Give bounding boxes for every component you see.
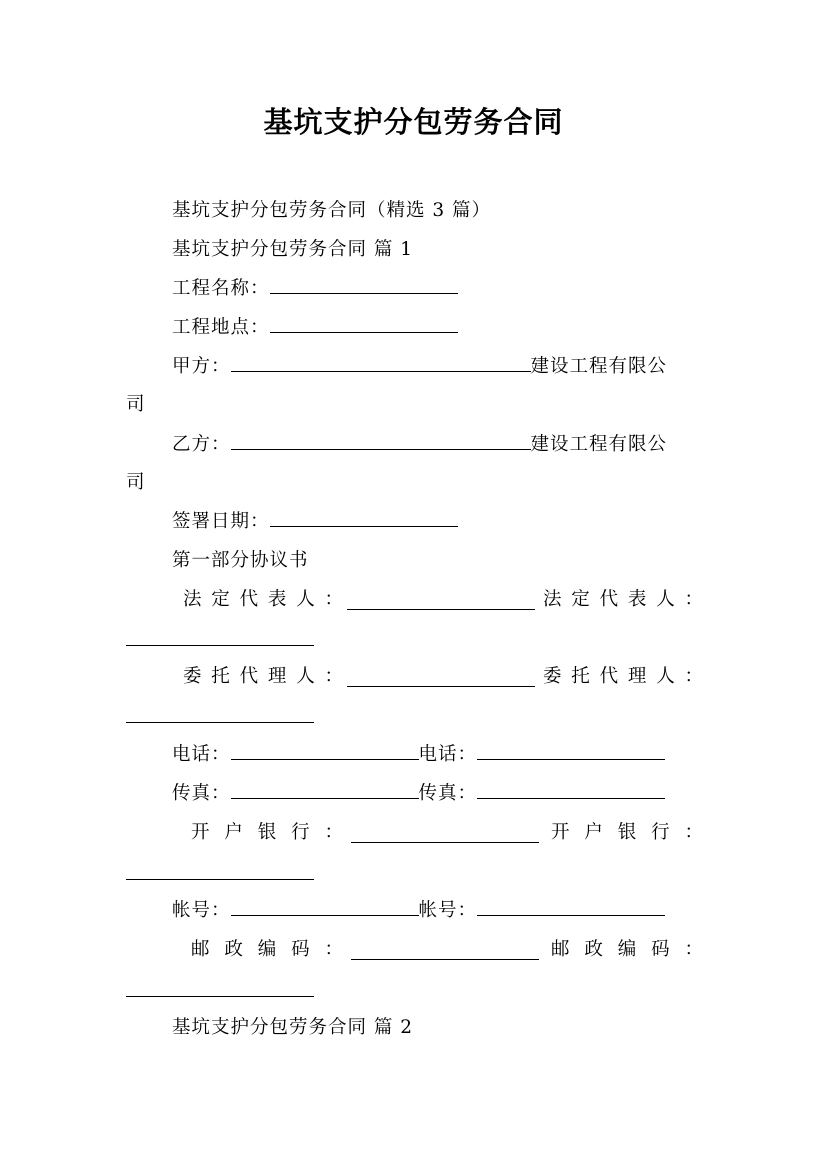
party-a-wrap: 司 bbox=[126, 394, 146, 415]
legal-rep-blank-a bbox=[347, 609, 535, 610]
document-title: 基坑支护分包劳务合同 bbox=[263, 105, 564, 139]
phone-label-b: 电话： bbox=[418, 744, 478, 765]
party-a-label: 甲方： bbox=[172, 356, 231, 377]
party-b-suffix: 建设工程有限公 bbox=[530, 434, 668, 455]
party-a-suffix: 建设工程有限公 bbox=[530, 356, 668, 377]
project-location-label: 工程地点： bbox=[172, 317, 270, 338]
phone-label-a: 电话： bbox=[172, 744, 231, 765]
agent-blank-b bbox=[126, 722, 314, 723]
fax-label-a: 传真： bbox=[172, 783, 231, 804]
fax-row bbox=[172, 780, 665, 808]
section-heading-2: 基坑支护分包劳务合同 篇 2 bbox=[172, 1017, 414, 1038]
postcode-label-b: 邮 政 编 码 ： bbox=[551, 939, 703, 960]
party-a-row bbox=[172, 353, 667, 381]
sign-date-blank bbox=[270, 508, 458, 527]
agent-label-b: 委 托 代 理 人 ： bbox=[543, 666, 703, 687]
sign-date-label: 签署日期： bbox=[172, 511, 270, 532]
project-name-blank bbox=[270, 275, 458, 294]
project-location-blank bbox=[270, 314, 458, 333]
account-label-b: 帐号： bbox=[418, 900, 478, 921]
sign-date-row bbox=[172, 508, 458, 536]
section-heading-1: 基坑支护分包劳务合同 篇 1 bbox=[172, 239, 414, 260]
fax-label-b: 传真： bbox=[418, 783, 478, 804]
postcode-label-a: 邮 政 编 码 ： bbox=[191, 939, 343, 960]
phone-row bbox=[172, 741, 665, 769]
legal-rep-label-a: 法 定 代 表 人 ： bbox=[183, 589, 343, 610]
legal-rep-label-b: 法 定 代 表 人 ： bbox=[543, 589, 703, 610]
bank-label-b: 开 户 银 行 ： bbox=[551, 822, 703, 843]
fax-blank-b bbox=[477, 780, 665, 799]
party-b-label: 乙方： bbox=[172, 434, 231, 455]
agent-label-a: 委 托 代 理 人 ： bbox=[183, 666, 343, 687]
bank-blank-a bbox=[351, 842, 539, 843]
party-b-wrap: 司 bbox=[126, 472, 146, 493]
party-b-row bbox=[172, 431, 667, 459]
bank-label-a: 开 户 银 行 ： bbox=[191, 822, 343, 843]
project-name-label: 工程名称： bbox=[172, 278, 270, 299]
postcode-blank-b bbox=[126, 996, 314, 997]
fax-blank-a bbox=[231, 780, 419, 799]
legal-rep-blank-b bbox=[126, 645, 314, 646]
project-name-row bbox=[172, 275, 458, 303]
agent-blank-a bbox=[347, 686, 535, 687]
party-a-blank bbox=[231, 353, 531, 372]
account-blank-b bbox=[477, 897, 665, 916]
part1-heading: 第一部分协议书 bbox=[172, 550, 309, 571]
account-blank-a bbox=[231, 897, 419, 916]
phone-blank-b bbox=[477, 741, 665, 760]
document-subtitle: 基坑支护分包劳务合同（精选 3 篇） bbox=[172, 200, 492, 221]
account-label-a: 帐号： bbox=[172, 900, 231, 921]
account-row bbox=[172, 897, 665, 925]
phone-blank-a bbox=[231, 741, 419, 760]
party-b-blank bbox=[231, 431, 531, 450]
project-location-row bbox=[172, 314, 458, 342]
bank-blank-b bbox=[126, 879, 314, 880]
postcode-blank-a bbox=[351, 959, 539, 960]
